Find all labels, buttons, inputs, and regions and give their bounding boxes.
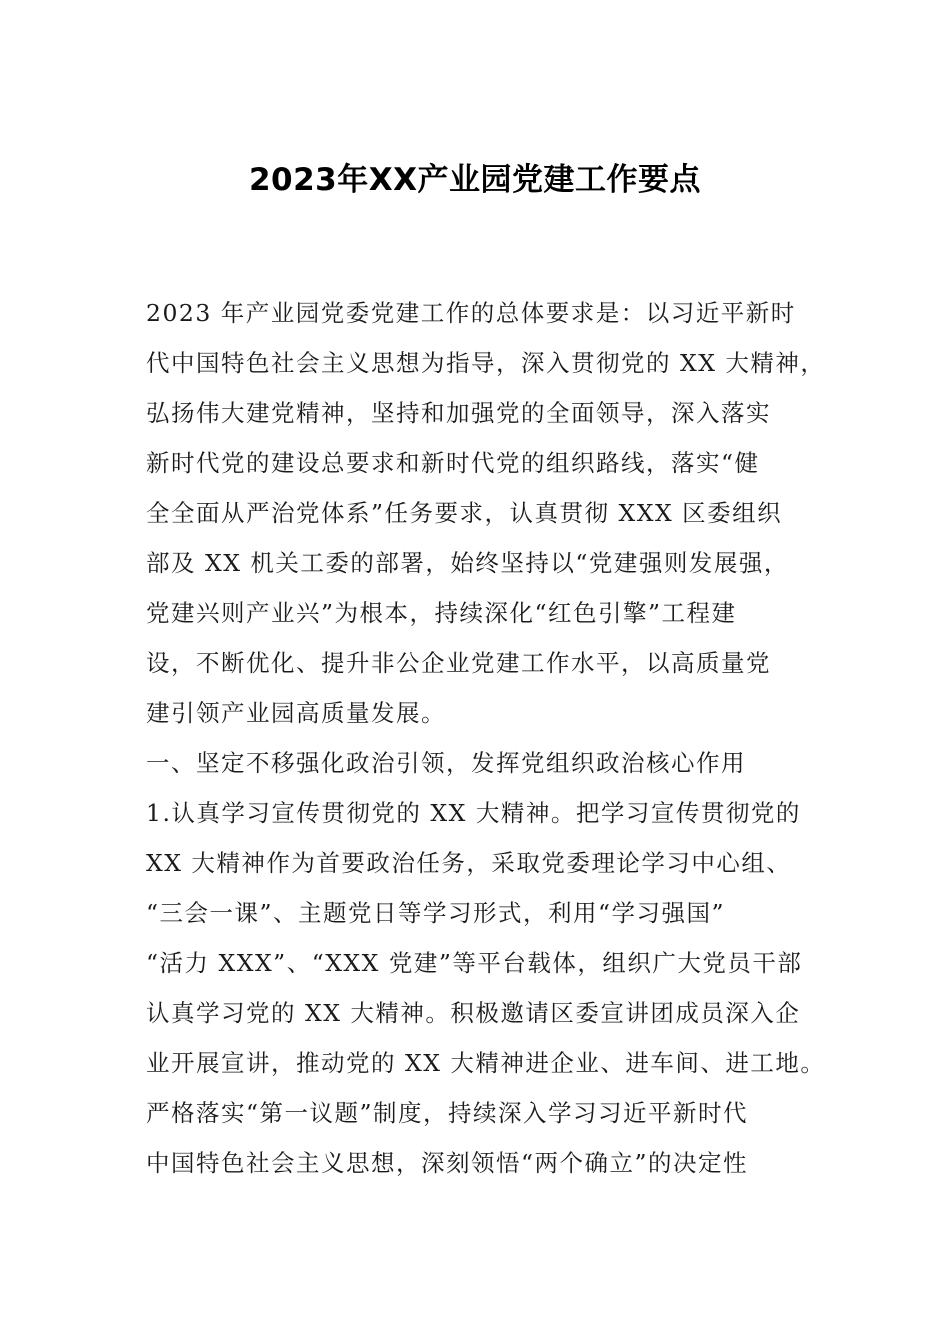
- body-line: “活力 XXX”、“XXX 党建”等平台载体，组织广大党员干部: [146, 949, 803, 977]
- body-line: 严格落实“第一议题”制度，持续深入学习习近平新时代: [146, 1099, 749, 1127]
- body-line: 党建兴则产业兴”为根本，持续深化“红色引擎”工程建: [146, 599, 737, 627]
- body-line: 业开展宣讲，推动党的 XX 大精神进企业、进车间、进工地。: [146, 1049, 826, 1077]
- body-line: 1.认真学习宣传贯彻党的 XX 大精神。把学习宣传贯彻党的: [146, 799, 801, 827]
- body-line: 2023 年产业园党委党建工作的总体要求是：以习近平新时: [146, 299, 796, 327]
- section-heading: 一、坚定不移强化政治引领，发挥党组织政治核心作用: [146, 749, 746, 777]
- body-line: 设，不断优化、提升非公企业党建工作水平，以高质量党: [146, 649, 771, 677]
- body-line: “三会一课”、主题党日等学习形式，利用“学习强国”: [146, 899, 726, 927]
- body-line: 中国特色社会主义思想，深刻领悟“两个确立”的决定性: [146, 1149, 749, 1177]
- body-line: 认真学习党的 XX 大精神。积极邀请区委宣讲团成员深入企: [146, 999, 801, 1027]
- body-line: XX 大精神作为首要政治任务，采取党委理论学习中心组、: [146, 849, 792, 877]
- body-line: 代中国特色社会主义思想为指导，深入贯彻党的 XX 大精神，: [146, 349, 826, 377]
- document-title: 2023年XX产业园党建工作要点: [248, 162, 702, 198]
- body-line: 建引领产业园高质量发展。: [146, 699, 446, 727]
- body-line: 新时代党的建设总要求和新时代党的组织路线，落实“健: [146, 449, 760, 477]
- document-body: [146, 288, 826, 1188]
- body-line: 部及 XX 机关工委的部署，始终坚持以“党建强则发展强，: [146, 549, 789, 577]
- body-line: 全全面从严治党体系”任务要求，认真贯彻 XXX 区委组织: [146, 499, 783, 527]
- body-line: 弘扬伟大建党精神，坚持和加强党的全面领导，深入落实: [146, 399, 771, 427]
